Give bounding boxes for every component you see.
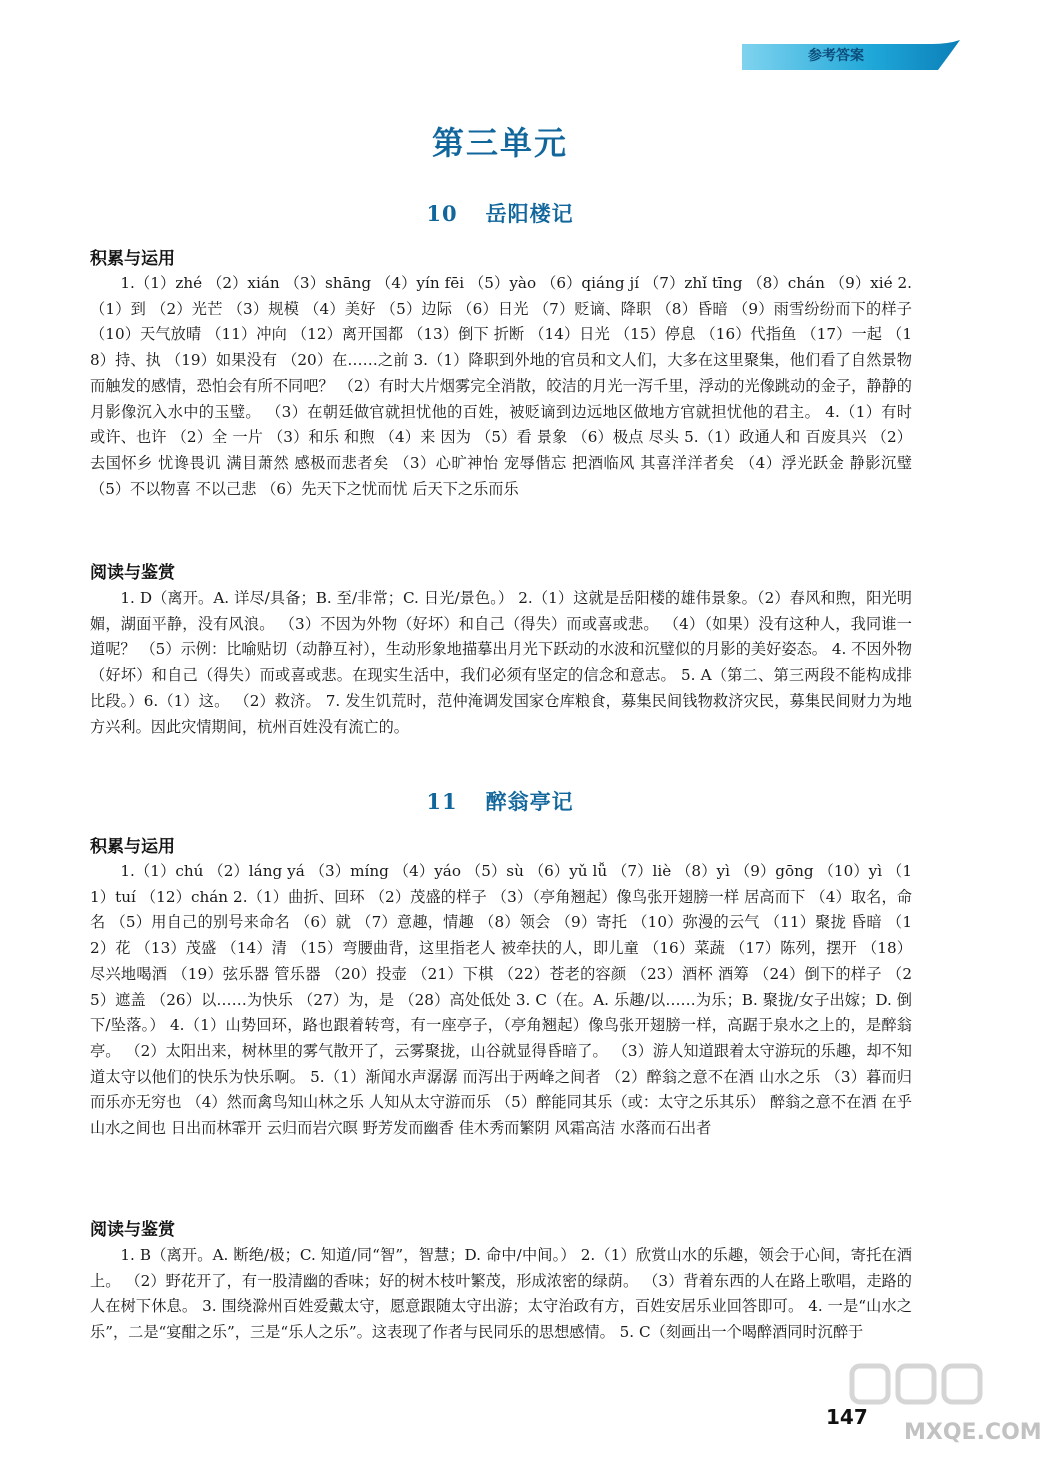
lesson-title-10 — [0, 198, 1000, 228]
lesson-name: 岳阳楼记 — [485, 201, 574, 226]
lesson-number: 11 — [426, 789, 458, 814]
lesson-name: 醉翁亭记 — [485, 789, 574, 814]
watermark-text: MXQE.COM — [904, 1420, 1042, 1445]
lesson-title-11 — [0, 786, 1000, 816]
lesson-number: 10 — [426, 201, 458, 226]
section-heading: 阅读与鉴赏 — [90, 1220, 175, 1240]
section-heading: 积累与运用 — [90, 249, 175, 269]
section-text: 1. D（离开。A. 详尽/具备；B. 至/非常；C. 日光/景色。） 2.（1）这就是岳阳楼的雄伟景象。（2）春风和煦，阳光明媚，湖面平静，没有风浪。 （3）不因为外物（好坏）和自己（得失）而或喜或悲。 （4）（如果）没有这种人，我同谁一道呢？ （5）示例：比喻贴切（动静互衬），生动形象地描摹出月光下跃动的水波和沉璧似的月影的美好姿态。 4. 不因外物（好坏）和自己（得失）而或喜或悲。在现实生活中，我们必须有坚定的信念和意志。 5. A（第二、第三两段不能构成排比段。）6.（1）这。 （2）救济。 7. 发生饥荒时，范仲淹调发国家仓库粮食，募集民间钱物救济灾民，募集民间财力为地方兴利。因此灾情期间，杭州百姓没有流亡的。 — [90, 589, 912, 736]
section-text: 1.（1）zhé （2）xián （3）shāng （4）yín fēi （5）yào （6）qiáng jí （7）zhǐ tīng （8）chán （9）xié 2.（1）到 （2）光芒 （3）规模 （4）美好 （5）边际 （6）日光 （7）贬谪、降职 （8）昏暗 （9）雨雪纷纷而下的样子 （10）天气放晴 （11）冲向 （12）离开国都 （13）倒下 折断 （14）日光 （15）停息 （16）代指鱼 （17）一起 （18）持、执 （19）如果没有 （20）在……之前 3.（1）降职到外地的官员和文人们，大多在这里聚集，他们看了自然景物而触发的感情，恐怕会有所不同吧？ （2）有时大片烟雾完全消散，皎洁的月光一泻千里，浮动的光像跳动的金子，静静的月影像沉入水中的玉璧。 （3）在朝廷做官就担忧他的百姓，被贬谪到边远地区做地方官就担忧他的君主。 4.（1）有时 或许、也许 （2）全 一片 （3）和乐 和煦 （4）来 因为 （5）看 景象 （6）极点 尽头 5.（1）政通人和 百废具兴 （2）去国怀乡 忧谗畏讥 满目萧然 感极而悲者矣 （3）心旷神怡 宠辱偕忘 把酒临风 其喜洋洋者矣 （4）浮光跃金 静影沉璧 （5）不以物喜 不以己悲 （6）先天下之忧而忧 后天下之乐而乐 — [90, 274, 912, 498]
unit-title: 第三单元 — [431, 124, 568, 162]
section-text: 1.（1）chú （2）láng yá （3）míng （4）yáo （5）sù （6）yǔ lǚ （7）liè （8）yì （9）gōng （10）yì （11）tuí （12）chán 2.（1）曲折、回环 （2）茂盛的样子 （3）（亭角翘起）像鸟张开翅膀一样 居高而下 （4）取名，命名 （5）用自己的别号来命名 （6）就 （7）意趣，情趣 （8）领会 （9）寄托 （10）弥漫的云气 （11）聚拢 昏暗 （12）花 （13）茂盛 （14）清 （15）弯腰曲背，这里指老人 被牵扶的人，即儿童 （16）菜蔬 （17）陈列，摆开 （18）尽兴地喝酒 （19）弦乐器 管乐器 （20）投壶 （21）下棋 （22）苍老的容颜 （23）酒杯 酒筹 （24）倒下的样子 （25）遮盖 （26）以……为快乐 （27）为，是 （28）高处低处 3. C（在。A. 乐趣/以……为乐；B. 聚拢/女子出嫁；D. 倒下/坠落。） 4.（1）山势回环，路也跟着转弯，有一座亭子，（亭角翘起）像鸟张开翅膀一样，高踞于泉水之上的，是醉翁亭。 （2）太阳出来，树林里的雾气散开了，云雾聚拢，山谷就显得昏暗了。 （3）游人知道跟着太守游玩的乐趣，却不知道太守以他们的快乐为快乐啊。 5.（1）渐闻水声潺潺 而泻出于两峰之间者 （2）醉翁之意不在酒 山水之乐 （3）暮而归 而乐亦无穷也 （4）然而禽鸟知山林之乐 人知从太守游而乐 （5）醉能同其乐（或：太守之乐其乐） 醉翁之意不在酒 在乎山水之间也 日出而林霏开 云归而岩穴暝 野芳发而幽香 佳木秀而繁阴 风霜高洁 水落而石出者 — [90, 862, 912, 1138]
page-number: 147 — [826, 1405, 868, 1429]
section-text: 1. B（离开。A. 断绝/极；C. 知道/同“智”，智慧；D. 命中/中间。） 2.（1）欣赏山水的乐趣，领会于心间，寄托在酒上。 （2）野花开了，有一股清幽的香味；好的树木枝叶繁茂，形成浓密的绿荫。 （3）背着东西的人在路上歌唱，走路的人在树下休息。 3. 围绕滁州百姓爱戴太守，愿意跟随太守出游；太守治政有方，百姓安居乐业回答即可。 4. 一是“山水之乐”，二是“宴酣之乐”，三是“乐人之乐”。这表现了作者与民同乐的思想感情。 5. C（刻画出一个喝醉酒同时沉醉于 — [90, 1246, 912, 1342]
section-heading: 阅读与鉴赏 — [90, 563, 175, 583]
header-label: 参考答案 — [808, 48, 864, 64]
section-heading: 积累与运用 — [90, 837, 175, 857]
